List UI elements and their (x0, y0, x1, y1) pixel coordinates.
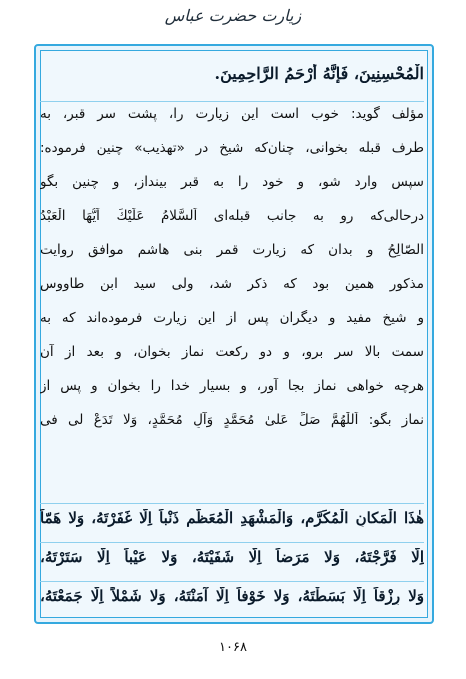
page-header-title: زیارت حضرت عباس (164, 6, 302, 25)
body-line-10: نماز بگو: اَللّٰهُمَّ صَلِّ عَلىٰ مُحَمَّدٍ وَآلِ مُحَمَّدٍ، وَلا تَدَعْ لی فی (40, 412, 424, 428)
dua-line-3: وَلا رِزْقاً اِلّا بَسَطْتَهُ، وَلا خَوْفاً اِلّا آمَنْتَهُ، وَلا شَمْلاً اِلّا جَمَعْتَهُ، (40, 587, 424, 605)
body-line-2: طرف قبله بخوانی، چنان‌كه شيخ در «تهذيب» چنين فرموده: (40, 140, 424, 156)
divider-1 (40, 503, 424, 504)
body-line-4: درحالی‌که رو به جانب قبله‌ای اَلسَّلامُ عَلَيْكَ اَيُّهَا الْعَبْدُ (40, 208, 424, 224)
divider-3 (40, 581, 424, 582)
body-line-5: الصّالِحُ و بدان كه زيارت قمر بنی هاشم موافق روايت (40, 242, 424, 258)
content-frame (34, 44, 434, 624)
body-line-6: مذكور همين بود كه ذكر شد، ولی سيد ابن طاووس (40, 276, 424, 292)
body-line-9: هرچه خواهی نماز بجا آور، و بسيار خدا را بخوان و پس از (40, 378, 424, 394)
page-number: ۱۰۶۸ (219, 640, 247, 655)
opening-arabic-line: الْمُحْسِنِينَ، فَإِنَّهُ أَرْحَمُ الرَّاحِمِينَ. (214, 64, 424, 83)
divider-2 (40, 542, 424, 543)
body-line-3: سپس وارد شو، و خود را به قبر بينداز، و چنين بگو (40, 174, 424, 190)
dua-line-2: اِلّا فَرَّجْتَهُ، وَلا مَرَضاً اِلّا شَفَيْتَهُ، وَلا عَيْباً اِلّا سَتَرْتَهُ، (40, 548, 424, 566)
opening-divider (40, 101, 424, 102)
body-line-8: سمت بالا سر برو، و دو ركعت نماز بخوان، و بعد از آن (40, 344, 424, 360)
body-line-7: و شيخ مفيد و ديگران پس از اين زيارت فرموده‌اند كه به (40, 310, 424, 326)
dua-line-1: هٰذَا الْمَكانِ الْمُكَرَّمِ، وَالْمَشْهَدِ الْمُعَظَّمِ ذَنْباً اِلّا غَفَرْتَهُ، وَلا هَمّاً (40, 509, 424, 527)
body-line-1: مؤلف گويد: خوب است اين زيارت را، پشت سر قبر، به (40, 106, 424, 122)
